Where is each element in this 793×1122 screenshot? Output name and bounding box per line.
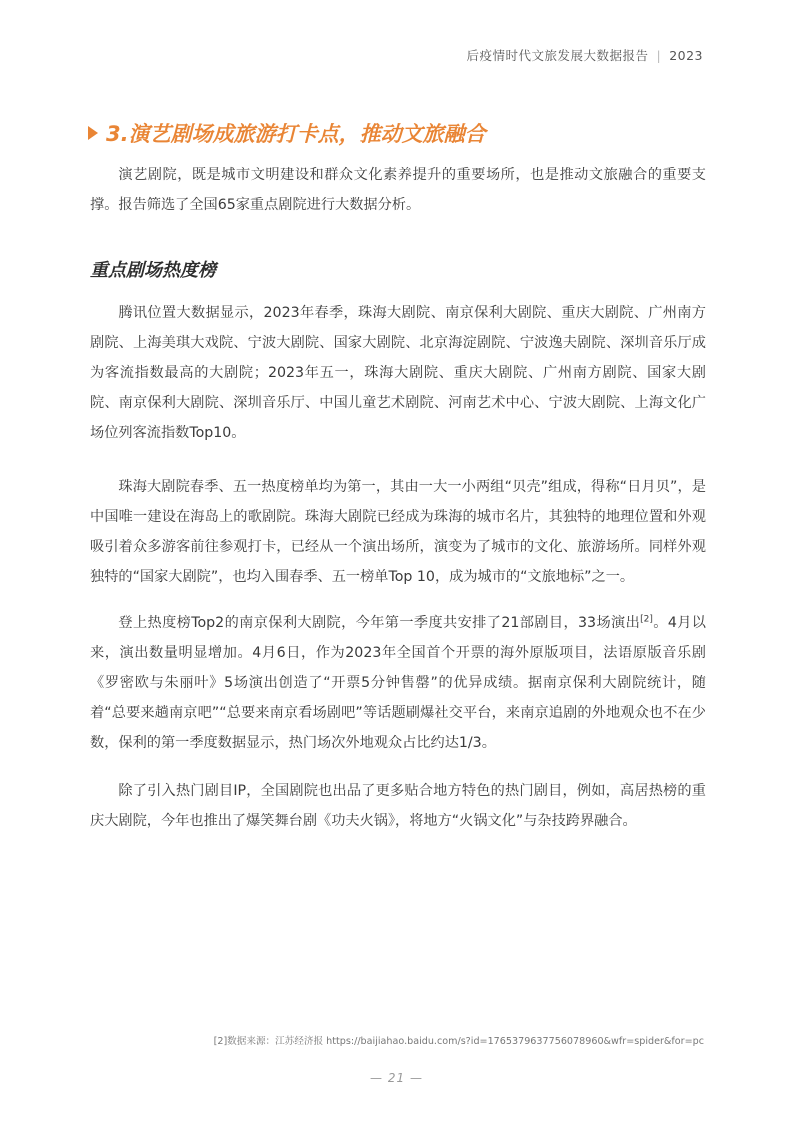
- paragraph-nanjing: [90, 608, 706, 758]
- paragraph-nanjing-text-1: 登上热度榜Top2的南京保利大剧院，今年第一季度共安排了21部剧目，33场演出: [118, 615, 641, 631]
- paragraph-chongqing: 除了引入热门剧目IP，全国剧院也出品了更多贴合地方特色的热门剧目，例如，高居热榜的重庆大剧院，今年也推出了爆笑舞台剧《功夫火锅》，将地方“火锅文化”与杂技跨界融合。: [90, 783, 706, 829]
- footnote-reference[interactable]: [2]: [640, 614, 653, 625]
- paragraph-zhuhai: 珠海大剧院春季、五一热度榜单均为第一，其由一大一小两组“贝壳”组成，得称“日月贝”，是中国唯一建设在海岛上的歌剧院。珠海大剧院已经成为珠海的城市名片，其独特的地理位置和外观吸引着众多游客前往参观打卡，已经从一个演出场所，演变为了城市的文化、旅游场所。同样外观独特的“国家大剧院”，也均入围春季、五一榜单Top 10，成为城市的“文旅地标”之一。: [90, 479, 706, 585]
- report-title: 后疫情时代文旅发展大数据报告: [466, 48, 649, 63]
- header-separator: |: [656, 47, 662, 63]
- triangle-bullet-icon: [88, 126, 98, 140]
- footnote: [2]数据来源：江苏经济报 https://baijiahao.baidu.com/s?id=1765379637756078960&wfr=spider&for=pc: [213, 1036, 704, 1047]
- intro-paragraph: 演艺剧院，既是城市文明建设和群众文化素养提升的重要场所，也是推动文旅融合的重要支撑。报告筛选了全国65家重点剧院进行大数据分析。: [90, 167, 706, 213]
- report-year: 2023: [669, 47, 703, 63]
- running-header: [466, 46, 703, 64]
- section-heading: [88, 118, 486, 148]
- section-title-text: 3.演艺剧场成旅游打卡点，推动文旅融合: [106, 122, 486, 146]
- page-number: — 21 —: [370, 1071, 423, 1085]
- paragraph-nanjing-text-2: 。4月以来，演出数量明显增加。4月6日，作为2023年全国首个开票的海外原版项目，法语原版音乐剧《罗密欧与朱丽叶》5场演出创造了“开票5分钟售罄”的优异成绩。据南京保利大剧院统计，随着“总要来趟南京吧”“总要来南京看场剧吧”等话题刷爆社交平台，来南京追剧的外地观众也不在少数，保利的第一季度数据显示，热门场次外地观众占比约达1/3。: [90, 615, 706, 751]
- paragraph-ranking: 腾讯位置大数据显示，2023年春季，珠海大剧院、南京保利大剧院、重庆大剧院、广州南方剧院、上海美琪大戏院、宁波大剧院、国家大剧院、北京海淀剧院、宁波逸夫剧院、深圳音乐厅成为客流指数最高的大剧院；2023年五一，珠海大剧院、重庆大剧院、广州南方剧院、国家大剧院、南京保利大剧院、深圳音乐厅、中国儿童艺术剧院、河南艺术中心、宁波大剧院、上海文化广场位列客流指数Top10。: [90, 305, 706, 441]
- subsection-heading: 重点剧场热度榜: [90, 260, 216, 281]
